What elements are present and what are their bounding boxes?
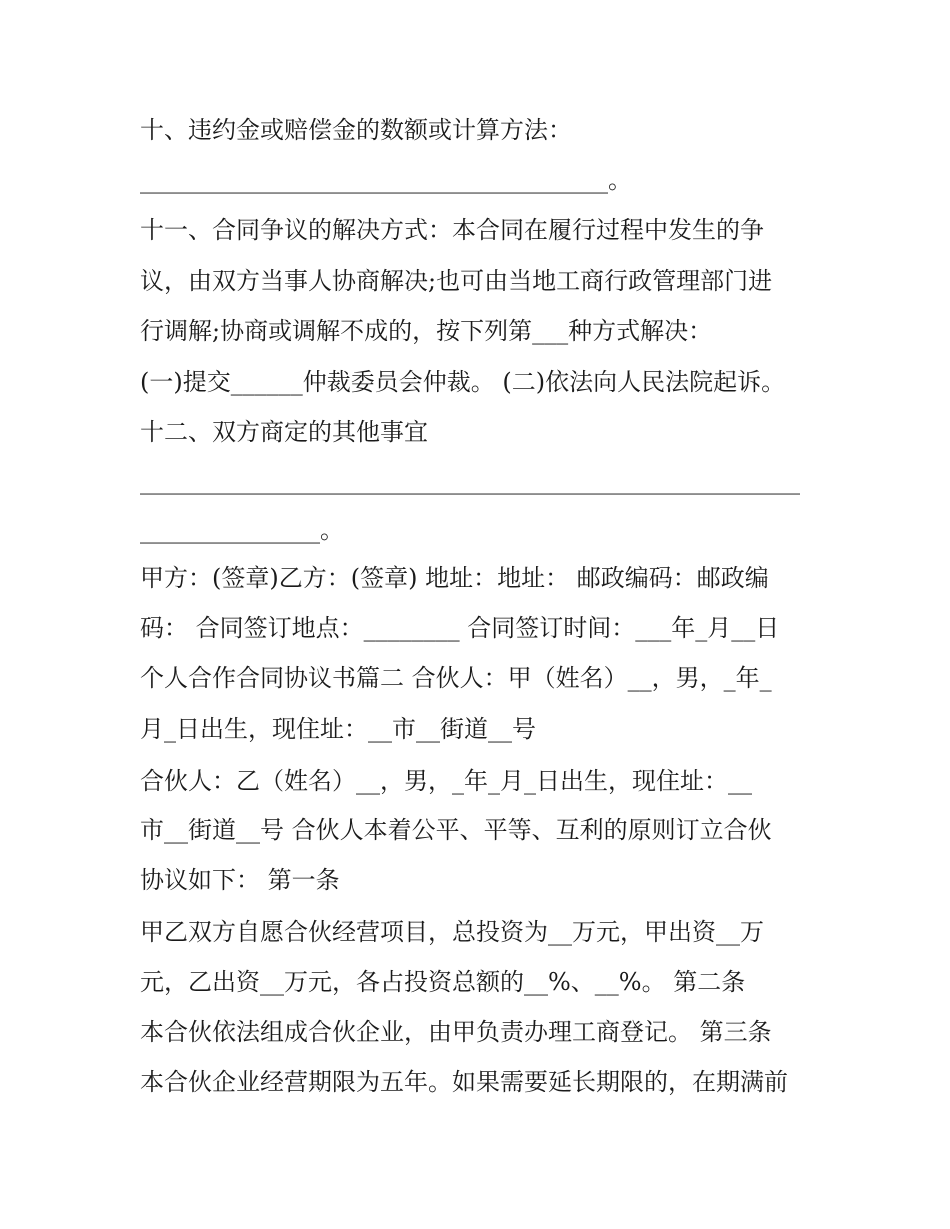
text-line: 十一、合同争议的解决方式：本合同在履行过程中发生的争 bbox=[140, 216, 764, 244]
text-line: 合伙人：乙（姓名）__，男，_年_月_日出生，现住址：__ bbox=[140, 767, 752, 795]
text-line: 元，乙出资__万元，各占投资总额的__%、__%。 第二条 bbox=[140, 968, 746, 996]
text-line: _______________。 bbox=[140, 516, 344, 544]
text-line: 本合伙企业经营期限为五年。如果需要延长期限的，在期满前 bbox=[140, 1068, 788, 1096]
text-line: 个人合作合同协议书篇二 合伙人：甲（姓名）__，男，_年_ bbox=[140, 664, 772, 692]
text-line: 议，由双方当事人协商解决;也可由当地工商行政管理部门进 bbox=[140, 267, 773, 295]
text-line: 甲乙双方自愿合伙经营项目，总投资为__万元，甲出资__万 bbox=[140, 918, 764, 946]
text-line: (一)提交______仲裁委员会仲裁。 (二)依法向人民法院起诉。 bbox=[140, 368, 786, 396]
text-line: 协议如下： 第一条 bbox=[140, 866, 340, 894]
text-line: 行调解;协商或调解不成的，按下列第___种方式解决： bbox=[140, 317, 713, 345]
text-line: _______________________________________。 bbox=[140, 166, 632, 194]
text-line: 市__街道__号 合伙人本着公平、平等、互利的原则订立合伙 bbox=[140, 816, 772, 844]
text-line: 十二、双方商定的其他事宜 bbox=[140, 418, 428, 446]
text-line: 本合伙依法组成合伙企业，由甲负责办理工商登记。 第三条 bbox=[140, 1018, 772, 1046]
text-line: 码： 合同签订地点：________ 合同签订时间：___年_月__日 bbox=[140, 614, 780, 642]
text-line: _______________________________________________________ bbox=[140, 467, 800, 495]
text-line: 月_日出生，现住址：__市__街道__号 bbox=[140, 715, 536, 743]
text-line: 甲方：(签章)乙方：(签章) 地址：地址： 邮政编码：邮政编 bbox=[140, 564, 769, 592]
text-line: 十、违约金或赔偿金的数额或计算方法： bbox=[140, 116, 572, 144]
